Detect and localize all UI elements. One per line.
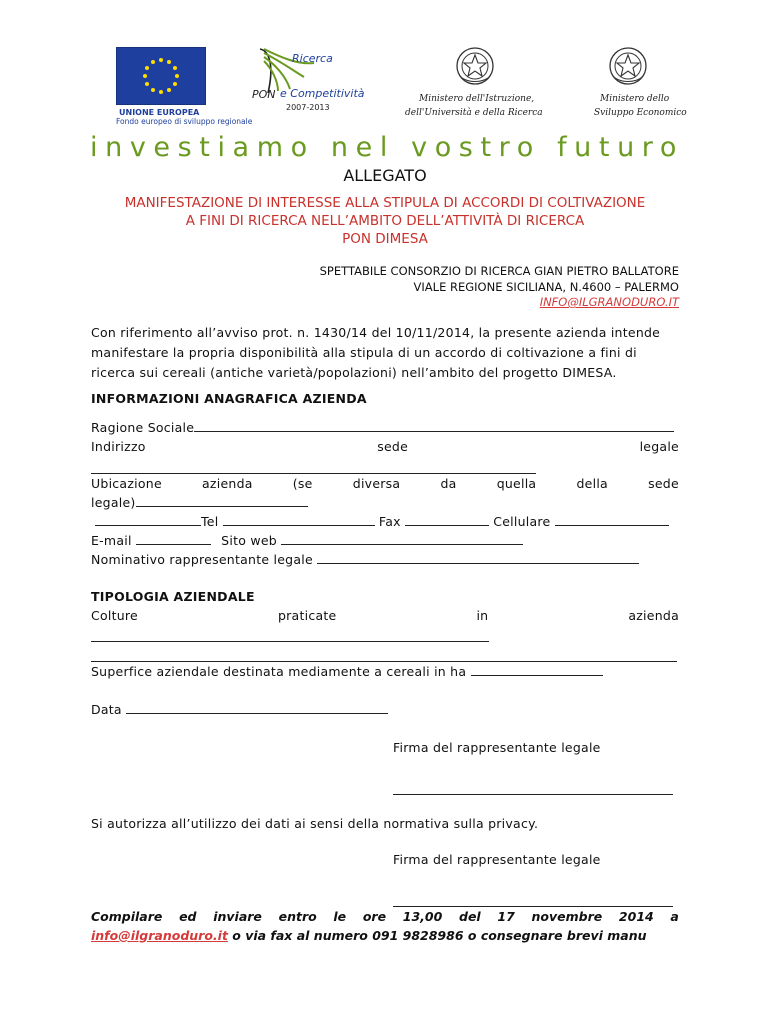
ubicazione-row (91, 476, 679, 491)
ministry-istruzione-logo (405, 44, 545, 124)
tel-label: Tel (201, 514, 219, 529)
footer-word-6: ore (362, 909, 387, 924)
legale-label: legale) (91, 495, 136, 510)
title-line-3: PON DIMESA (342, 231, 428, 247)
firma-field-1[interactable] (393, 780, 673, 799)
email-row (91, 533, 523, 548)
title-line-2: A FINI DI RICERCA NELL’AMBITO DELL’ATTIVITÀ DI RICERCA (185, 213, 585, 229)
sito-web-label: Sito web (221, 533, 277, 548)
superficie-label: Superfice aziendale destinata mediamente a cereali in ha (91, 664, 467, 679)
footer-word-7: 13,00 (402, 909, 443, 924)
data-field[interactable] (126, 702, 388, 714)
footer-word-5: le (333, 909, 347, 924)
indirizzo-word-1: Indirizzo (91, 439, 146, 454)
ubicazione-word-3: (se (292, 476, 313, 491)
pon-word-ricerca: Ricerca (292, 52, 333, 65)
intro-line-3: ricerca sui cereali (antiche varietà/popolazioni) nell’ambito del progetto DIMESA. (91, 365, 617, 380)
eu-stars-icon (117, 48, 205, 104)
section-tipologia-heading: TIPOLOGIA AZIENDALE (91, 589, 255, 604)
ubicazione-word-5: da (440, 476, 457, 491)
firma-label-2: Firma del rappresentante legale (393, 852, 601, 867)
footer-word-8: del (459, 909, 481, 924)
footer-email-link[interactable]: info@ilgranoduro.it (91, 928, 228, 943)
footer-line-2 (91, 928, 647, 943)
fax-field[interactable] (405, 514, 489, 526)
colture-row (91, 608, 679, 623)
ragione-sociale-row (91, 420, 674, 435)
colture-word-4: azienda (628, 608, 679, 623)
pon-prefix: PON (252, 88, 276, 101)
ubicazione-word-8: sede (648, 476, 679, 491)
indirizzo-word-3: legale (639, 439, 679, 454)
cellulare-field[interactable] (555, 514, 669, 526)
pon-word-competitivita: e Competitività (280, 87, 365, 100)
nominativo-field[interactable] (317, 552, 639, 564)
email-label: E-mail (91, 533, 132, 548)
ubicazione-word-1: Ubicazione (91, 476, 162, 491)
ministry2-line2: Sviluppo Economico (594, 108, 687, 118)
address-email-link[interactable]: INFO@ILGRANODURO.IT (539, 295, 679, 309)
footer-word-12: a (670, 909, 679, 924)
address-line-1: SPETTABILE CONSORZIO DI RICERCA GIAN PIETRO BALLATORE (319, 264, 679, 278)
data-label: Data (91, 702, 122, 717)
ubicazione-word-7: della (576, 476, 608, 491)
colture-word-3: in (476, 608, 489, 623)
address-line-2: VIALE REGIONE SICILIANA, N.4600 – PALERMO (413, 279, 679, 294)
cellulare-label: Cellulare (493, 514, 551, 529)
tel-field[interactable] (223, 514, 375, 526)
section-anagrafica-heading: INFORMAZIONI ANAGRAFICA AZIENDA (91, 391, 367, 406)
data-row (91, 702, 388, 717)
superficie-field[interactable] (471, 664, 603, 676)
ministry1-line1: Ministero dell'Istruzione, (419, 94, 535, 104)
ubicazione-field[interactable] (136, 495, 308, 507)
footer-word-10: novembre (531, 909, 603, 924)
colture-field-1[interactable] (91, 627, 489, 646)
nominativo-row (91, 552, 639, 567)
italian-emblem-icon (453, 44, 497, 88)
ubicazione-word-6: quella (496, 476, 537, 491)
ubicazione-word-2: azienda (202, 476, 253, 491)
footer-line-2-text: o via fax al numero 091 9828986 o consegnare brevi manu (227, 928, 647, 943)
title-line-1: MANIFESTAZIONE DI INTERESSE ALLA STIPULA DI ACCORDI DI COLTIVAZIONE (124, 195, 646, 211)
recipient-address (320, 264, 679, 311)
ragione-sociale-field[interactable] (194, 420, 674, 432)
footer-word-4: entro (278, 909, 317, 924)
intro-line-2: manifestare la propria disponibilità alla stipula di un accordo di coltivazione a fini di (91, 345, 637, 360)
ragione-sociale-label: Ragione Sociale (91, 420, 195, 435)
prefix-field[interactable] (95, 514, 201, 526)
privacy-statement: Si autorizza all’utilizzo dei dati ai sensi della normativa sulla privacy. (91, 816, 539, 831)
email-field[interactable] (136, 533, 211, 545)
indirizzo-row (91, 439, 679, 454)
pon-logo (250, 47, 380, 122)
ministry2-line1: Ministero dello (600, 94, 670, 104)
superficie-row (91, 664, 603, 679)
footer-word-2: ed (179, 909, 197, 924)
intro-line-1: Con riferimento all’avviso prot. n. 1430/14 del 10/11/2014, la presente azienda intende (91, 325, 661, 340)
firma-label-1: Firma del rappresentante legale (393, 740, 601, 755)
colture-word-1: Colture (91, 608, 138, 623)
eu-flag (116, 47, 206, 105)
pon-years: 2007-2013 (286, 103, 330, 112)
tagline: investiamo nel vostro futuro (90, 132, 685, 163)
ubicazione-word-4: diversa (352, 476, 401, 491)
document-heading: ALLEGATO (343, 166, 427, 185)
footer-word-11: 2014 (618, 909, 654, 924)
footer-word-1: Compilare (91, 909, 163, 924)
footer-line-1 (91, 909, 679, 924)
fax-label: Fax (378, 514, 401, 529)
ubicazione-legale-row (91, 495, 308, 510)
eu-logo (116, 47, 253, 126)
indirizzo-word-2: sede (377, 439, 409, 454)
intro-paragraph (91, 323, 679, 383)
eu-label: UNIONE EUROPEA (119, 108, 200, 117)
colture-word-2: praticate (277, 608, 337, 623)
eu-fund-label: Fondo europeo di sviluppo regionale (116, 117, 253, 126)
italian-emblem-icon (606, 44, 650, 88)
footer-word-3: inviare (213, 909, 262, 924)
footer-word-9: 17 (497, 909, 515, 924)
nominativo-label: Nominativo rappresentante legale (91, 552, 313, 567)
ministry1-line2: dell'Università e della Ricerca (405, 108, 543, 118)
contact-row (91, 514, 669, 529)
sito-web-field[interactable] (281, 533, 523, 545)
ministry-sviluppo-logo (590, 44, 687, 124)
